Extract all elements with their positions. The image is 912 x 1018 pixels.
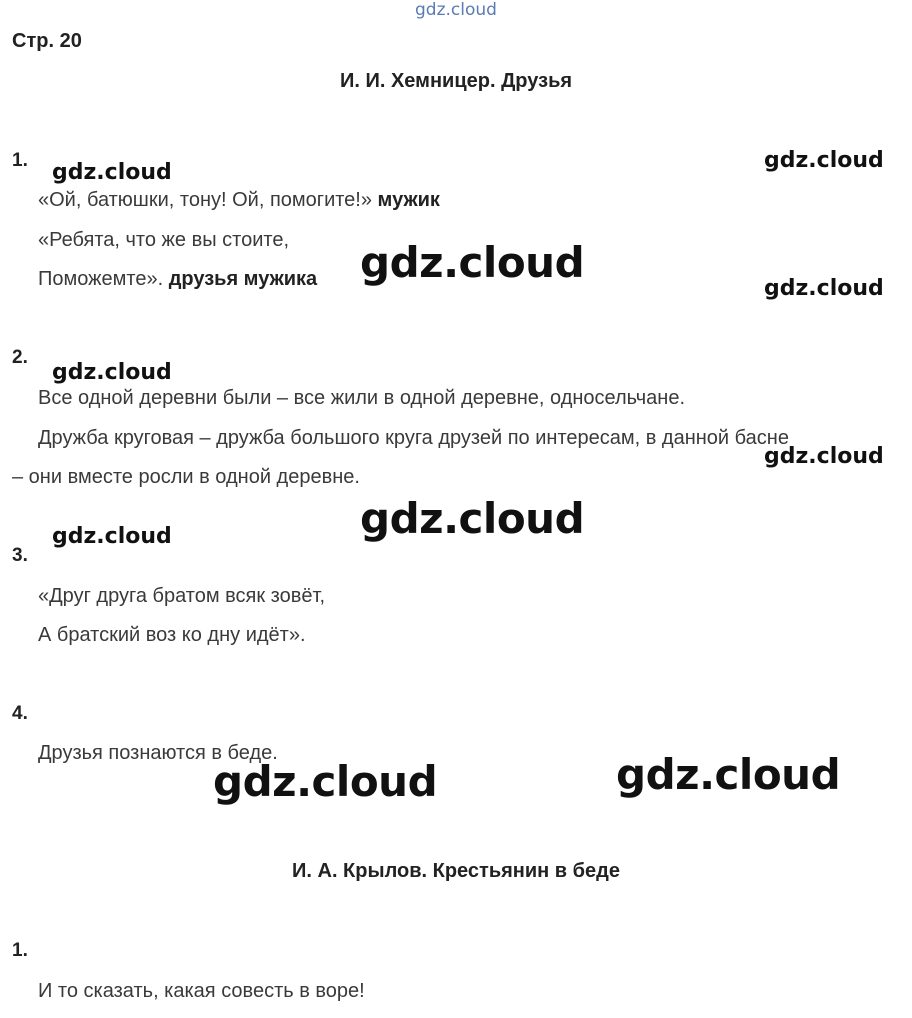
watermark: gdz.cloud xyxy=(360,238,585,287)
watermark: gdz.cloud xyxy=(764,276,884,301)
answer-text: Поможемте». xyxy=(38,268,164,290)
item-number: 4. xyxy=(12,703,28,724)
item-number: 1. xyxy=(12,940,28,961)
watermark: gdz.cloud xyxy=(360,494,585,543)
section-title: И. А. Крылов. Крестьянин в беде xyxy=(292,860,620,882)
watermark: gdz.cloud xyxy=(616,750,841,799)
answer-line: Все одной деревни были – все жили в одной деревне, односельчане. xyxy=(38,387,686,409)
watermark: gdz.cloud xyxy=(764,148,884,173)
watermark-top: gdz.cloud xyxy=(415,0,497,20)
answer-line xyxy=(38,189,440,212)
item-number: 3. xyxy=(12,545,28,566)
item-number: 1. xyxy=(12,150,28,171)
answer-line xyxy=(38,268,317,291)
item-number: 2. xyxy=(12,347,28,368)
answer-line: Дружба круговая – дружба большого круга друзей по интересам, в данной басне xyxy=(38,427,789,449)
answer-line: «Ребята, что же вы стоите, xyxy=(38,229,289,251)
answer-line: А братский воз ко дну идёт». xyxy=(38,624,306,646)
watermark: gdz.cloud xyxy=(52,160,172,185)
answer-line: – они вместе росли в одной деревне. xyxy=(12,466,360,488)
answer-bold: мужик xyxy=(377,189,440,211)
answer-line: И то сказать, какая совесть в воре! xyxy=(38,980,365,1002)
watermark: gdz.cloud xyxy=(213,757,438,806)
section-title: И. И. Хемницер. Друзья xyxy=(339,70,573,92)
page-number: Стр. 20 xyxy=(12,30,82,52)
answer-line: Друзья познаются в беде. xyxy=(38,742,278,764)
watermark: gdz.cloud xyxy=(764,444,884,469)
watermark: gdz.cloud xyxy=(52,524,172,549)
answer-text: «Ой, батюшки, тону! Ой, помогите!» xyxy=(38,189,372,211)
answer-bold: друзья мужика xyxy=(168,268,318,290)
watermark: gdz.cloud xyxy=(52,360,172,385)
answer-line: «Друг друга братом всяк зовёт, xyxy=(38,585,326,607)
